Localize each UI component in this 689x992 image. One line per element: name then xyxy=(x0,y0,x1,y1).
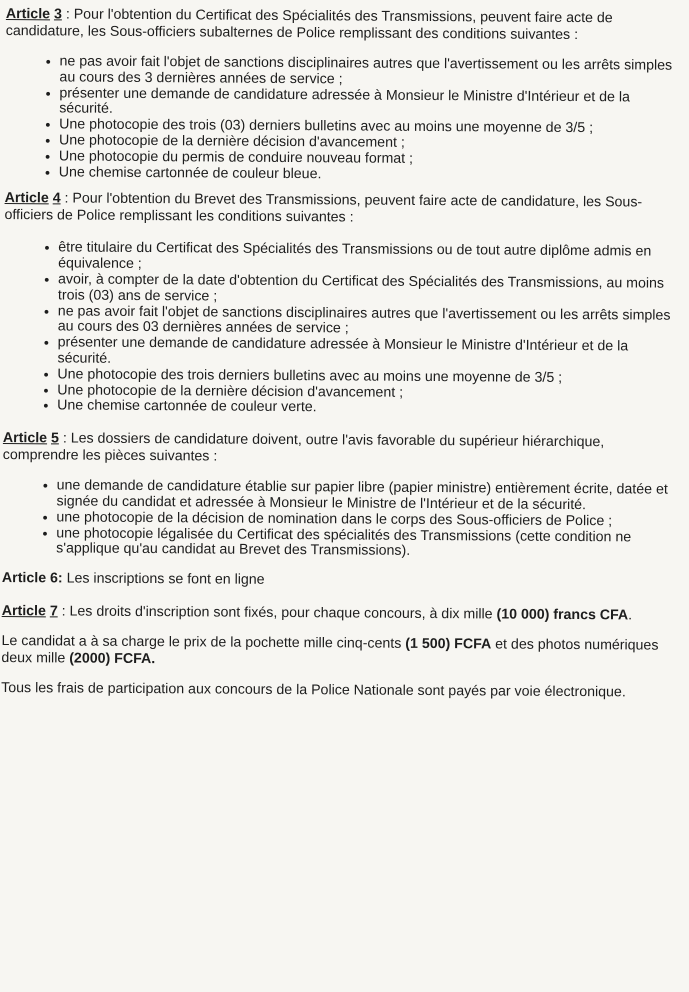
list-item: ● présenter une demande de candidature adressée à Monsieur le Ministre d'Intérieur et de la sécurité. xyxy=(45,85,630,118)
list-item: ● avoir, à compter de la date d'obtention du Certificat des Spécialités des Transmissions, au moins trois (03) ans de service ; xyxy=(44,271,665,305)
article-4 xyxy=(3,190,676,418)
article-7-label: Article xyxy=(1,603,46,620)
list-item: ● Une photocopie des trois derniers bulletins avec au moins une moyenne de 3/5 ; xyxy=(43,366,563,386)
article-3-label: Article xyxy=(5,6,51,23)
bullet-icon: ● xyxy=(45,119,51,130)
article-7-text: : Les droits d'inscription sont fixés, pour chaque concours, à dix mille xyxy=(57,603,497,623)
article-5 xyxy=(2,430,674,562)
article-5-intro: : Les dossiers de candidature doivent, outre l'avis favorable du supérieur hiérarchique, comprendre les pièces suivantes : xyxy=(2,430,605,465)
bullet-icon: ● xyxy=(43,337,50,348)
article-5-number: 5 xyxy=(50,430,59,447)
article-4-list xyxy=(3,240,675,418)
bullet-icon: ● xyxy=(42,527,48,538)
article-4-label: Article xyxy=(4,190,49,207)
bullet-icon: ● xyxy=(45,87,51,98)
list-item: ● Une chemise cartonnée de couleur bleue. xyxy=(44,163,322,182)
fees-amount-photos: (2000) FCFA. xyxy=(69,650,156,668)
list-item: ● une demande de candidature établie sur papier libre (papier ministre) entièrement écrite, datée et signée du candidat et adressée à Monsieur le Ministre de l'Intérieur et de la sécurité. xyxy=(42,477,668,514)
list-item: ● Une photocopie de la dernière décision d'avancement ; xyxy=(44,132,405,151)
bullet-icon: ● xyxy=(44,242,50,253)
article-6-text: Les inscriptions se font en ligne xyxy=(62,570,265,588)
list-item: ● être titulaire du Certificat des Spécialités des Transmissions ou de tout autre diplôme admis en équivalence ; xyxy=(44,239,652,273)
fees-amount-pochette: (1 500) FCFA xyxy=(405,635,492,653)
article-7-number: 7 xyxy=(49,603,58,620)
list-item: ● Une photocopie de la dernière décision d'avancement ; xyxy=(43,381,404,401)
list-item: ● une photocopie légalisée du Certificat des spécialités des Transmissions (cette condition ne s'applique qu'au candidat au Brevet des Transmissions). xyxy=(42,524,632,560)
article-4-number: 4 xyxy=(52,190,61,207)
bullet-icon: ● xyxy=(43,305,50,316)
bullet-icon: ● xyxy=(42,480,49,491)
payment-paragraph: Tous les frais de participation aux concours de la Police Nationale sont payés par voie électronique. xyxy=(1,680,626,701)
article-4-heading xyxy=(4,190,675,229)
list-item: ● Une chemise cartonnée de couleur verte. xyxy=(43,397,317,416)
list-item: ● Une photocopie du permis de conduire nouveau format ; xyxy=(44,148,414,167)
bullet-icon: ● xyxy=(44,274,50,285)
article-7-amount: (10 000) francs CFA xyxy=(496,606,629,624)
article-5-label: Article xyxy=(2,430,48,447)
list-item: ● Une photocopie des trois (03) derniers bulletins avec au moins une moyenne de 3/5 ; xyxy=(45,116,594,137)
article-3-list xyxy=(5,54,677,185)
bullet-icon: ● xyxy=(44,135,51,146)
bullet-icon: ● xyxy=(43,369,49,380)
article-3-heading xyxy=(6,6,677,45)
bullet-icon: ● xyxy=(44,166,51,177)
article-6-label: Article 6: xyxy=(1,570,63,587)
fees-paragraph: Le candidat a à sa charge le prix de la pochette mille cinq-cents (1 500) FCFA et des photos numériques deux mille (2000) FCFA. xyxy=(1,633,659,668)
list-item: ● une photocopie de la décision de nomination dans le corps des Sous-officiers de Police ; xyxy=(42,509,613,530)
article-5-heading xyxy=(3,430,674,469)
article-5-list xyxy=(2,478,674,562)
article-4-intro: : Pour l'obtention du Brevet des Transmissions, peuvent faire acte de candidature, les Sous-officiers de Police remplissant les conditions suivantes : xyxy=(4,190,643,226)
bullet-icon: ● xyxy=(42,512,48,523)
article-3-number: 3 xyxy=(53,6,62,23)
article-7: Article 7 : Les droits d'inscription sont fixés, pour chaque concours, à dix mille (10 000) francs CFA. xyxy=(1,603,633,624)
list-item: ● présenter une demande de candidature adressée à Monsieur le Ministre d'Intérieur et de la sécurité. xyxy=(43,334,629,367)
bullet-icon: ● xyxy=(43,384,49,395)
bullet-icon: ● xyxy=(44,151,51,162)
list-item: ● ne pas avoir fait l'objet de sanctions disciplinaires autres que l'avertissement ou les arrêts simples au cours des 3 dernières années de service ; xyxy=(45,53,673,88)
list-item: ● ne pas avoir fait l'objet de sanctions disciplinaires autres que l'avertissement ou les arrêts simples au cours des 03 dernières années de service ; xyxy=(43,302,671,337)
bullet-icon: ● xyxy=(43,400,49,411)
article-3-intro: : Pour l'obtention du Certificat des Spécialités des Transmissions, peuvent faire acte de candidature, les Sous-officiers subalternes de Police remplissant des conditions suivantes : xyxy=(5,6,613,44)
bullet-icon: ● xyxy=(45,56,52,67)
article-3 xyxy=(5,6,677,185)
